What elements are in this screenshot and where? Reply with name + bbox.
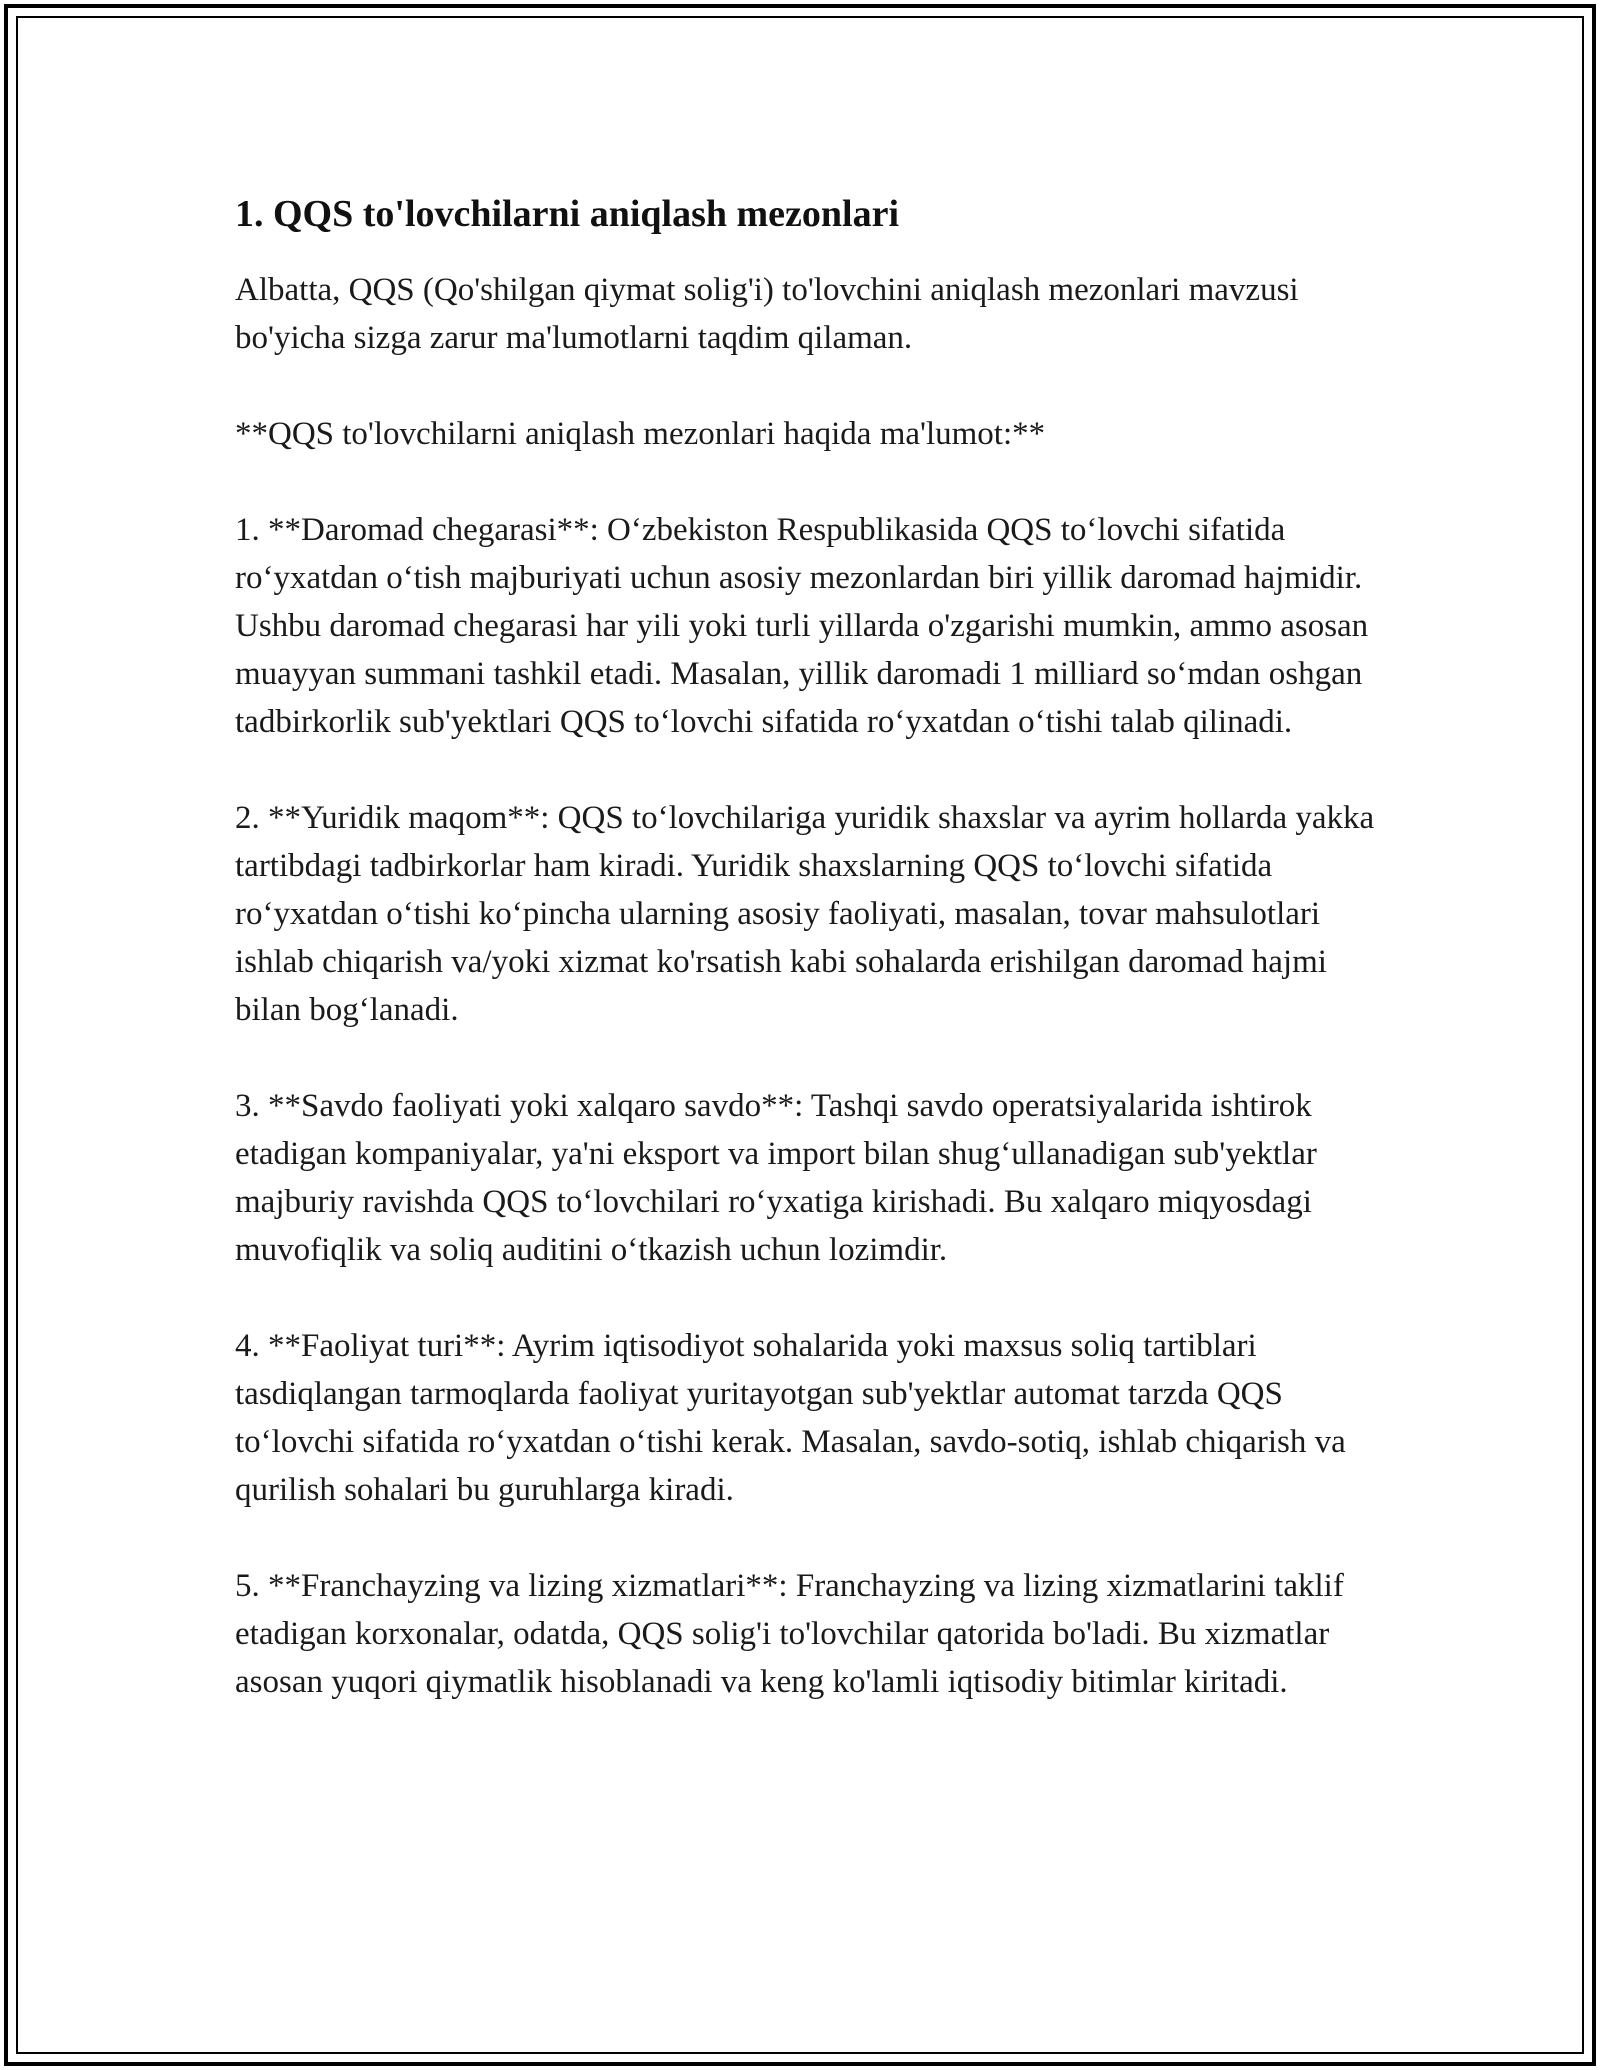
- criterion-paragraph: 1. **Daromad chegarasi**: O‘zbekiston Respublikasida QQS to‘lovchi sifatida ro‘yxatdan o‘tish majburiyati uchun asosiy mezonlardan biri yillik daromad hajmidir. Ushbu daromad chegarasi har yili yoki turli yillarda o'zgarishi mumkin, ammo asosan muayyan summani tashkil etadi. Masalan, yillik daromadi 1 milliard so‘mdan oshgan tadbirkorlik sub'yektlari QQS to‘lovchi sifatida ro‘yxatdan o‘tishi talab qilinadi.: [235, 512, 1369, 740]
- criterion-paragraph: 5. **Franchayzing va lizing xizmatlari**: Franchayzing va lizing xizmatlarini taklif etadigan korxonalar, odatda, QQS solig'i to'lovchilar qatorida bo'ladi. Bu xizmatlar asosan yuqori qiymatlik hisoblanadi va keng ko'lamli iqtisodiy bitimlar kiritadi.: [235, 1568, 1344, 1700]
- criterion-paragraph: 4. **Faoliyat turi**: Ayrim iqtisodiyot sohalarida yoki maxsus soliq tartiblari tasdiqlangan tarmoqlarda faoliyat yuritayotgan sub'yektlar automat tarzda QQS to‘lovchi sifatida ro‘yxatdan o‘tishi kerak. Masalan, savdo-sotiq, ishlab chiqarish va qurilish sohalari bu guruhlarga kiradi.: [235, 1328, 1346, 1508]
- document-body: [235, 188, 1375, 1754]
- subheading-paragraph: **QQS to'lovchilarni aniqlash mezonlari haqida ma'lumot:**: [235, 416, 1046, 452]
- document-heading: 1. QQS to'lovchilarni aniqlash mezonlari: [235, 193, 899, 235]
- intro-paragraph: Albatta, QQS (Qo'shilgan qiymat solig'i) to'lovchini aniqlash mezonlari mavzusi bo'yicha sizga zarur ma'lumotlarni taqdim qilaman.: [235, 272, 1299, 356]
- criterion-paragraph: 2. **Yuridik maqom**: QQS to‘lovchilariga yuridik shaxslar va ayrim hollarda yakka tartibdagi tadbirkorlar ham kiradi. Yuridik shaxslarning QQS to‘lovchi sifatida ro‘yxatdan o‘tishi ko‘pincha ularning asosiy faoliyati, masalan, tovar mahsulotlari ishlab chiqarish va/yoki xizmat ko'rsatish kabi sohalarda erishilgan daromad hajmi bilan bog‘lanadi.: [235, 800, 1375, 1028]
- criterion-paragraph: 3. **Savdo faoliyati yoki xalqaro savdo**: Tashqi savdo operatsiyalarida ishtirok etadigan kompaniyalar, ya'ni eksport va import bilan shug‘ullanadigan sub'yektlar majburiy ravishda QQS to‘lovchilari ro‘yxatiga kirishadi. Bu xalqaro miqyosdagi muvofiqlik va soliq auditini o‘tkazish uchun lozimdir.: [235, 1088, 1317, 1268]
